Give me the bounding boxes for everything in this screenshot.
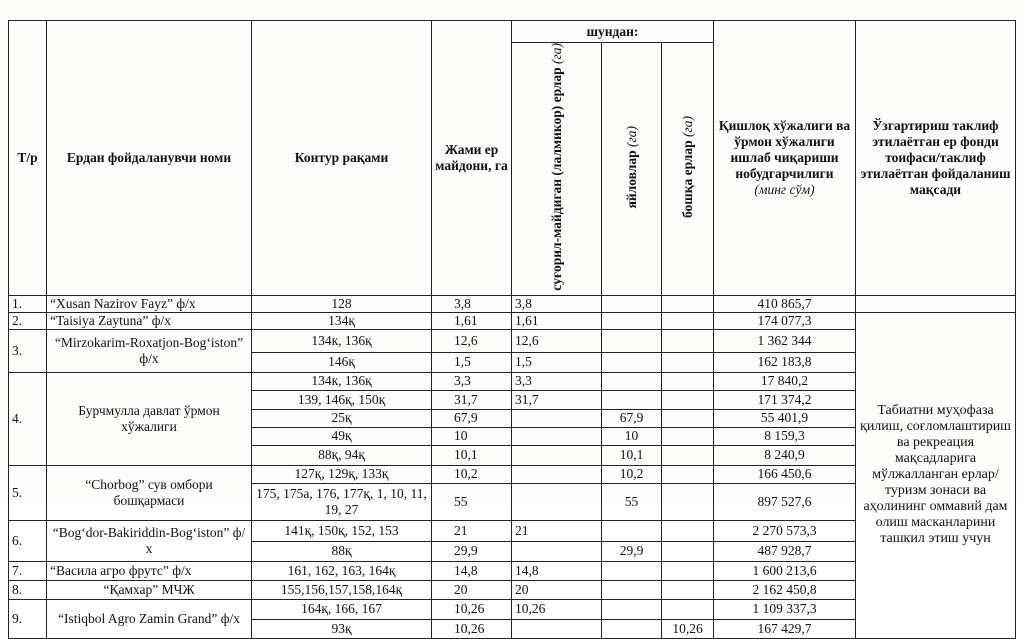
contour-number: 88қ (252, 541, 432, 561)
other-area (662, 409, 714, 427)
irrigated-area: 12,6 (512, 329, 602, 352)
other-area (662, 445, 714, 465)
production-value: 897 527,6 (714, 483, 856, 520)
contour-number: 134қ (252, 312, 432, 329)
header-production-text: Қишлоқ хўжалиги ва ўрмон хўжалиги ишлаб чиқариши нобудгарчилиги (718, 117, 851, 181)
total-area: 3,3 (432, 372, 512, 390)
header-production-unit: (минг сўм) (754, 181, 815, 197)
pasture-area (602, 312, 662, 329)
total-area: 20 (432, 580, 512, 599)
production-value: 171 374,2 (714, 390, 856, 409)
pasture-area (602, 295, 662, 312)
other-area (662, 599, 714, 619)
irrigated-area (512, 445, 602, 465)
pasture-area (602, 329, 662, 352)
purpose-note: Табиатни муҳофаза қилиш, соғломлаштириш ва рекреация мақсадларига мўлжалланган ерлар/туризм зонаси ва аҳолининг оммавий дам олиш масканларини ташкил этиш учун (856, 312, 1016, 638)
header-row-1 (9, 21, 1016, 43)
table-row (9, 312, 1016, 329)
land-user-name: “Istiqbol Agro Zamin Grand” ф/х (47, 599, 252, 638)
row-number: 5. (9, 465, 47, 520)
production-value: 162 183,8 (714, 352, 856, 372)
header-other-text: бошқа ерлар (680, 140, 695, 218)
row-number: 3. (9, 329, 47, 372)
total-area: 21 (432, 520, 512, 541)
total-area: 10,26 (432, 619, 512, 638)
header-user: Ердан фойдаланувчи номи (47, 21, 252, 296)
header-other (662, 43, 714, 296)
production-value: 1 600 213,6 (714, 561, 856, 580)
production-value: 8 159,3 (714, 427, 856, 445)
header-irrigated-text: суғорил-майдиган (лалмикор) ерлар (549, 67, 564, 291)
contour-number: 141қ, 150қ, 152, 153 (252, 520, 432, 541)
pasture-area: 29,9 (602, 541, 662, 561)
irrigated-area: 3,8 (512, 295, 602, 312)
pasture-area (602, 390, 662, 409)
contour-number: 49қ (252, 427, 432, 445)
irrigated-area: 31,7 (512, 390, 602, 409)
production-value: 8 240,9 (714, 445, 856, 465)
pasture-area (602, 352, 662, 372)
land-user-name: “Chorbog” сув омбори бошқармаси (47, 465, 252, 520)
header-total-area: Жами ер майдони, га (432, 21, 512, 296)
total-area: 67,9 (432, 409, 512, 427)
pasture-area (602, 580, 662, 599)
land-user-name: “Taisiya Zaytuna” ф/х (47, 312, 252, 329)
contour-number: 127қ, 129қ, 133қ (252, 465, 432, 483)
other-area (662, 295, 714, 312)
row-number: 7. (9, 561, 47, 580)
contour-number: 88қ, 94қ (252, 445, 432, 465)
production-value: 174 077,3 (714, 312, 856, 329)
land-user-name: “Xusan Nazirov Fayz” ф/х (47, 295, 252, 312)
pasture-area (602, 561, 662, 580)
other-area (662, 372, 714, 390)
pasture-area: 55 (602, 483, 662, 520)
production-value: 17 840,2 (714, 372, 856, 390)
contour-number: 175, 175а, 176, 177қ, 1, 10, 11, 19, 27 (252, 483, 432, 520)
table-row (9, 295, 1016, 312)
header-irrigated (512, 43, 602, 296)
land-user-name: “Bog‘dor-Bakiriddin-Bog‘iston” ф/х (47, 520, 252, 561)
land-user-name: “Mirzokarim-Roxatjon-Bog‘iston” ф/х (47, 329, 252, 372)
row-number: 9. (9, 599, 47, 638)
row-number: 1. (9, 295, 47, 312)
total-area: 12,6 (432, 329, 512, 352)
production-value: 166 450,6 (714, 465, 856, 483)
contour-number: 155,156,157,158,164қ (252, 580, 432, 599)
header-production (714, 21, 856, 296)
total-area: 3,8 (432, 295, 512, 312)
production-value: 1 362 344 (714, 329, 856, 352)
total-area: 31,7 (432, 390, 512, 409)
irrigated-area: 3,3 (512, 372, 602, 390)
pasture-area (602, 599, 662, 619)
contour-number: 164қ, 166, 167 (252, 599, 432, 619)
other-area: 10,26 (662, 619, 714, 638)
header-pasture-text: яйловлар (624, 150, 639, 209)
contour-number: 134к, 136қ (252, 329, 432, 352)
total-area: 1,5 (432, 352, 512, 372)
pasture-area (602, 520, 662, 541)
contour-number: 128 (252, 295, 432, 312)
total-area: 1,61 (432, 312, 512, 329)
other-area (662, 580, 714, 599)
production-value: 1 109 337,3 (714, 599, 856, 619)
pasture-area: 67,9 (602, 409, 662, 427)
pasture-area: 10,1 (602, 445, 662, 465)
row-number: 4. (9, 372, 47, 465)
contour-number: 134к, 136қ (252, 372, 432, 390)
pasture-area (602, 619, 662, 638)
total-area: 10,2 (432, 465, 512, 483)
irrigated-area: 1,61 (512, 312, 602, 329)
land-allocation-table (8, 20, 1016, 639)
production-value: 2 162 450,8 (714, 580, 856, 599)
header-of-which: шундан: (512, 21, 714, 43)
production-value: 487 928,7 (714, 541, 856, 561)
purpose-cell-top (856, 295, 1016, 312)
header-purpose: Ўзгартириш таклиф этилаётган ер фонди тоифаси/таклиф этилаётган фойдаланиш мақсади (856, 21, 1016, 296)
header-irrigated-unit: (га) (549, 43, 564, 65)
production-value: 2 270 573,3 (714, 520, 856, 541)
row-number: 2. (9, 312, 47, 329)
other-area (662, 427, 714, 445)
other-area (662, 352, 714, 372)
contour-number: 139, 146қ, 150қ (252, 390, 432, 409)
other-area (662, 561, 714, 580)
contour-number: 25қ (252, 409, 432, 427)
irrigated-area: 20 (512, 580, 602, 599)
row-number: 6. (9, 520, 47, 561)
total-area: 10,1 (432, 445, 512, 465)
other-area (662, 390, 714, 409)
irrigated-area (512, 541, 602, 561)
row-number: 8. (9, 580, 47, 599)
contour-number: 93қ (252, 619, 432, 638)
header-contour: Контур рақами (252, 21, 432, 296)
other-area (662, 541, 714, 561)
total-area: 29,9 (432, 541, 512, 561)
irrigated-area (512, 619, 602, 638)
land-user-name: Бурчмулла давлат ўрмон хўжалиги (47, 372, 252, 465)
production-value: 55 401,9 (714, 409, 856, 427)
other-area (662, 465, 714, 483)
land-user-name: “Васила агро фрутс” ф/х (47, 561, 252, 580)
production-value: 167 429,7 (714, 619, 856, 638)
total-area: 10 (432, 427, 512, 445)
other-area (662, 520, 714, 541)
header-other-unit: (га) (680, 115, 695, 137)
pasture-area: 10,2 (602, 465, 662, 483)
irrigated-area (512, 427, 602, 445)
header-pasture (602, 43, 662, 296)
irrigated-area (512, 409, 602, 427)
contour-number: 146қ (252, 352, 432, 372)
pasture-area: 10 (602, 427, 662, 445)
total-area: 10,26 (432, 599, 512, 619)
irrigated-area (512, 465, 602, 483)
header-no: Т/р (9, 21, 47, 296)
irrigated-area: 1,5 (512, 352, 602, 372)
pasture-area (602, 372, 662, 390)
total-area: 14,8 (432, 561, 512, 580)
irrigated-area: 21 (512, 520, 602, 541)
other-area (662, 312, 714, 329)
other-area (662, 329, 714, 352)
total-area: 55 (432, 483, 512, 520)
irrigated-area: 10,26 (512, 599, 602, 619)
contour-number: 161, 162, 163, 164қ (252, 561, 432, 580)
production-value: 410 865,7 (714, 295, 856, 312)
irrigated-area: 14,8 (512, 561, 602, 580)
land-user-name: “Қамхар” МЧЖ (47, 580, 252, 599)
header-pasture-unit: (га) (624, 125, 639, 147)
